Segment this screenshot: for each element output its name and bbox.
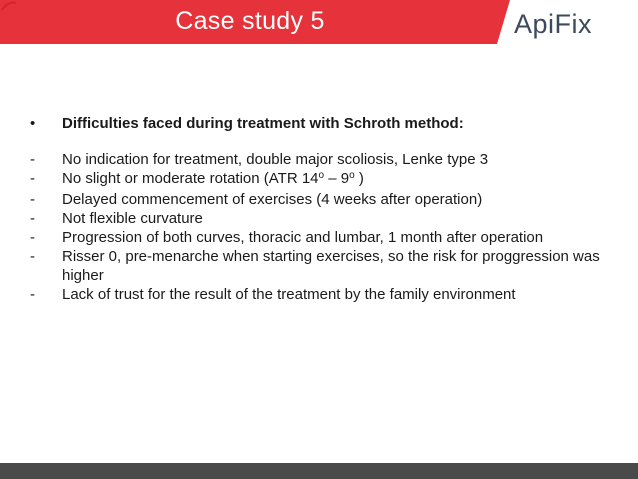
text-part: – 9 <box>324 170 350 187</box>
slide-title: Case study 5 <box>175 7 325 35</box>
dash-marker: - <box>30 191 35 208</box>
degree-sup: o <box>349 170 355 181</box>
list-item <box>30 190 610 209</box>
list-item-text: Lack of trust for the result of the treatment by the family environment <box>62 286 516 303</box>
list-item <box>30 285 610 304</box>
list-item-text: Risser 0, pre-menarche when starting exercises, so the risk for proggression was higher <box>62 248 600 284</box>
logo-swoosh-icon <box>0 0 18 12</box>
dash-marker: - <box>30 286 35 303</box>
list-item-text: No indication for treatment, double major scoliosis, Lenke type 3 <box>62 151 489 168</box>
section-heading: Difficulties faced during treatment with Schroth method: <box>62 115 464 132</box>
dash-marker: - <box>30 248 35 265</box>
heading-row <box>30 114 610 133</box>
list-item <box>30 150 610 169</box>
apifix-logo: ApiFix <box>514 9 593 39</box>
slide-content <box>30 114 610 304</box>
list-item-text: Not flexible curvature <box>62 210 203 227</box>
title-bar <box>0 0 638 44</box>
list-item-text: Progression of both curves, thoracic and lumbar, 1 month after operation <box>62 229 544 246</box>
text-part: ) <box>354 170 364 187</box>
footer-bar <box>0 463 638 479</box>
list-item <box>30 228 610 247</box>
list-item <box>30 247 610 285</box>
dash-marker: - <box>30 210 35 227</box>
degree-sup: o <box>318 170 325 181</box>
bullet-icon: • <box>30 115 36 132</box>
dash-marker: - <box>30 170 35 187</box>
dash-marker: - <box>30 229 35 246</box>
list-item-text <box>62 169 610 190</box>
list-item <box>30 169 610 190</box>
dash-marker: - <box>30 151 35 168</box>
list-item-text: Delayed commencement of exercises (4 weeks after operation) <box>62 191 483 208</box>
text-part: No slight or moderate rotation (ATR 14 <box>62 170 319 187</box>
list-item <box>30 209 610 228</box>
